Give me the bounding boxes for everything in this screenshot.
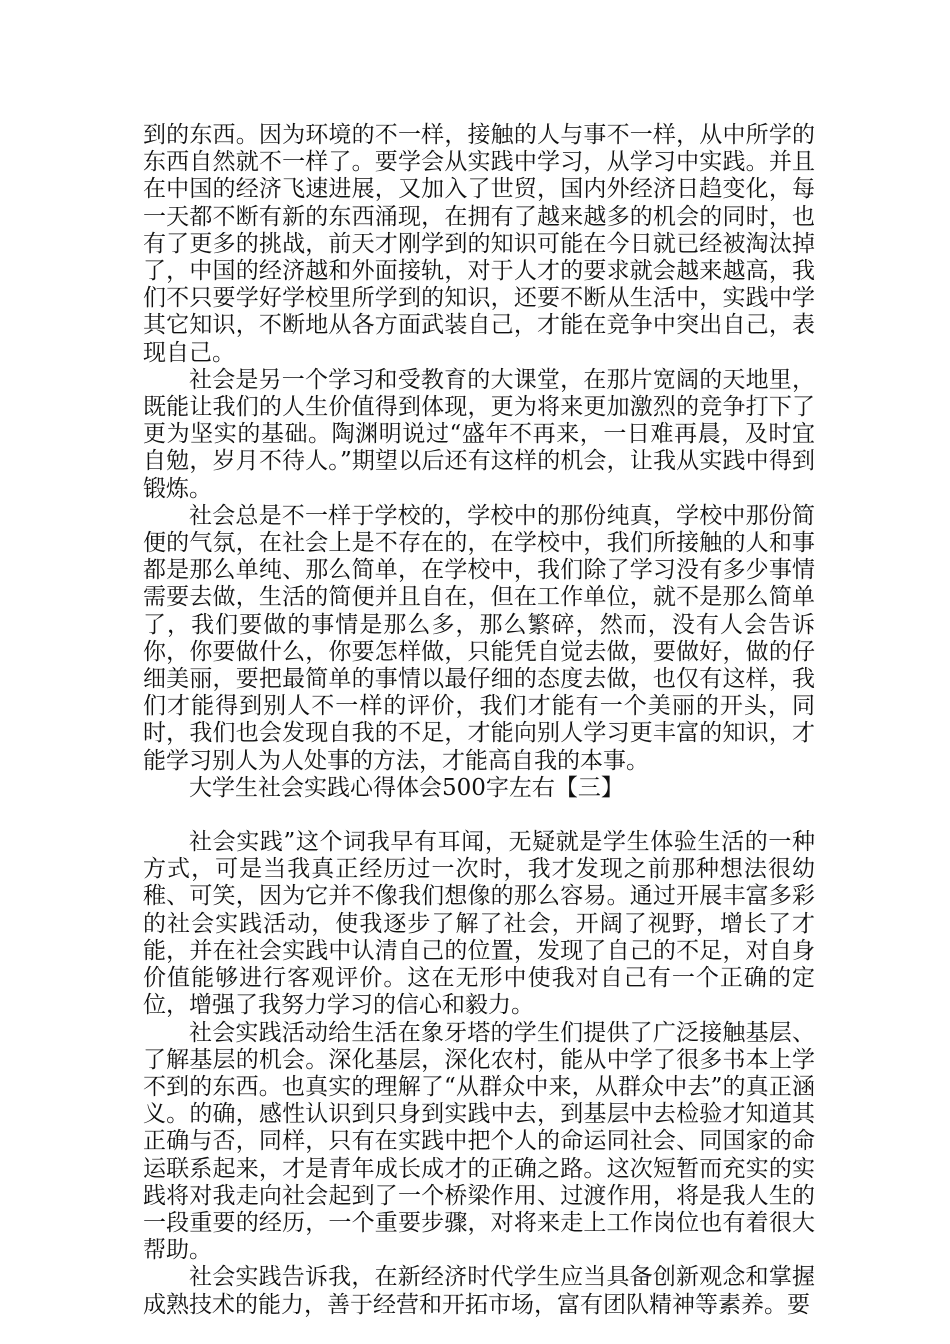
paragraph-social-practice: 社会实践”这个词我早有耳闻，无疑就是学生体验生活的一种方式，可是当我真正经历过一次时，我才发现之前那种想法很幼稚、可笑，因为它并不像我们想像的那么容易。通过开展丰富多彩的社会实践活动，使我逐步了解了社会，开阔了视野，增长了才能，并在社会实践中认清自己的位置，发现了自己的不足，对自身价值能够进行客观评价。这在无形中使我对自己有一个正确的定位，增强了我努力学习的信心和毅力。 <box>143 829 815 1019</box>
paragraph-continued: 到的东西。因为环境的不一样，接触的人与事不一样，从中所学的东西自然就不一样了。要学会从实践中学习，从学习中实践。并且在中国的经济飞速进展，又加入了世贸，国内外经济日趋变化，每一天都不断有新的东西涌现，在拥有了越来越多的机会的同时，也有了更多的挑战，前天才刚学到的知识可能在今日就已经被淘汰掉了，中国的经济越和外面接轨，对于人才的要求就会越来越高，我们不只要学好学校里所学到的知识，还要不断从生活中，实践中学其它知识，不断地从各方面武装自己，才能在竞争中突出自己，表现自己。 <box>143 122 815 366</box>
paragraph-new-economy: 社会实践告诉我，在新经济时代学生应当具备创新观念和掌握成熟技术的能力，善于经营和开拓市场，富有团队精神等素养。要 <box>143 1264 815 1318</box>
document-body <box>143 122 815 1319</box>
paragraph-social-classroom: 社会是另一个学习和受教育的大课堂，在那片宽阔的天地里，既能让我们的人生价值得到体现，更为将来更加激烈的竞争打下了更为坚实的基础。陶渊明说过“盛年不再来，一日难再晨，及时宜自勉，岁月不待人。”期望以后还有这样的机会，让我从实践中得到锻炼。 <box>143 366 815 502</box>
section-heading: 大学生社会实践心得体会500字左右【三】 <box>189 774 624 801</box>
paragraph-grassroots: 社会实践活动给生活在象牙塔的学生们提供了广泛接触基层、了解基层的机会。深化基层，深化农村，能从中学了很多书本上学不到的东西。也真实的理解了“从群众中来，从群众中去”的真正涵义。的确，感性认识到只身到实践中去，到基层中去检验才知道其正确与否，同样，只有在实践中把个人的命运同社会、同国家的命运联系起来，才是青年成长成才的正确之路。这次短暂而充实的实践将对我走向社会起到了一个桥梁作用、过渡作用，将是我人生的一段重要的经历，一个重要步骤，对将来走上工作岗位也有着很大帮助。 <box>143 1019 815 1264</box>
blank-line <box>143 802 815 829</box>
paragraph-school-vs-society: 社会总是不一样于学校的，学校中的那份纯真，学校中那份简便的气氛，在社会上是不存在的，在学校中，我们所接触的人和事都是那么单纯、那么简单，在学校中，我们除了学习没有多少事情需要去做，生活的简便并且自在，但在工作单位，就不是那么简单了，我们要做的事情是那么多，那么繁碎，然而，没有人会告诉你，你要做什么，你要怎样做，只能凭自觉去做，要做好，做的仔细美丽，要把最简单的事情以最仔细的态度去做，也仅有这样，我们才能得到别人不一样的评价，我们才能有一个美丽的开头，同时，我们也会发现自我的不足，才能向别人学习更丰富的知识，才能学习别人为人处事的方法，才能高自我的本事。 <box>143 502 815 774</box>
